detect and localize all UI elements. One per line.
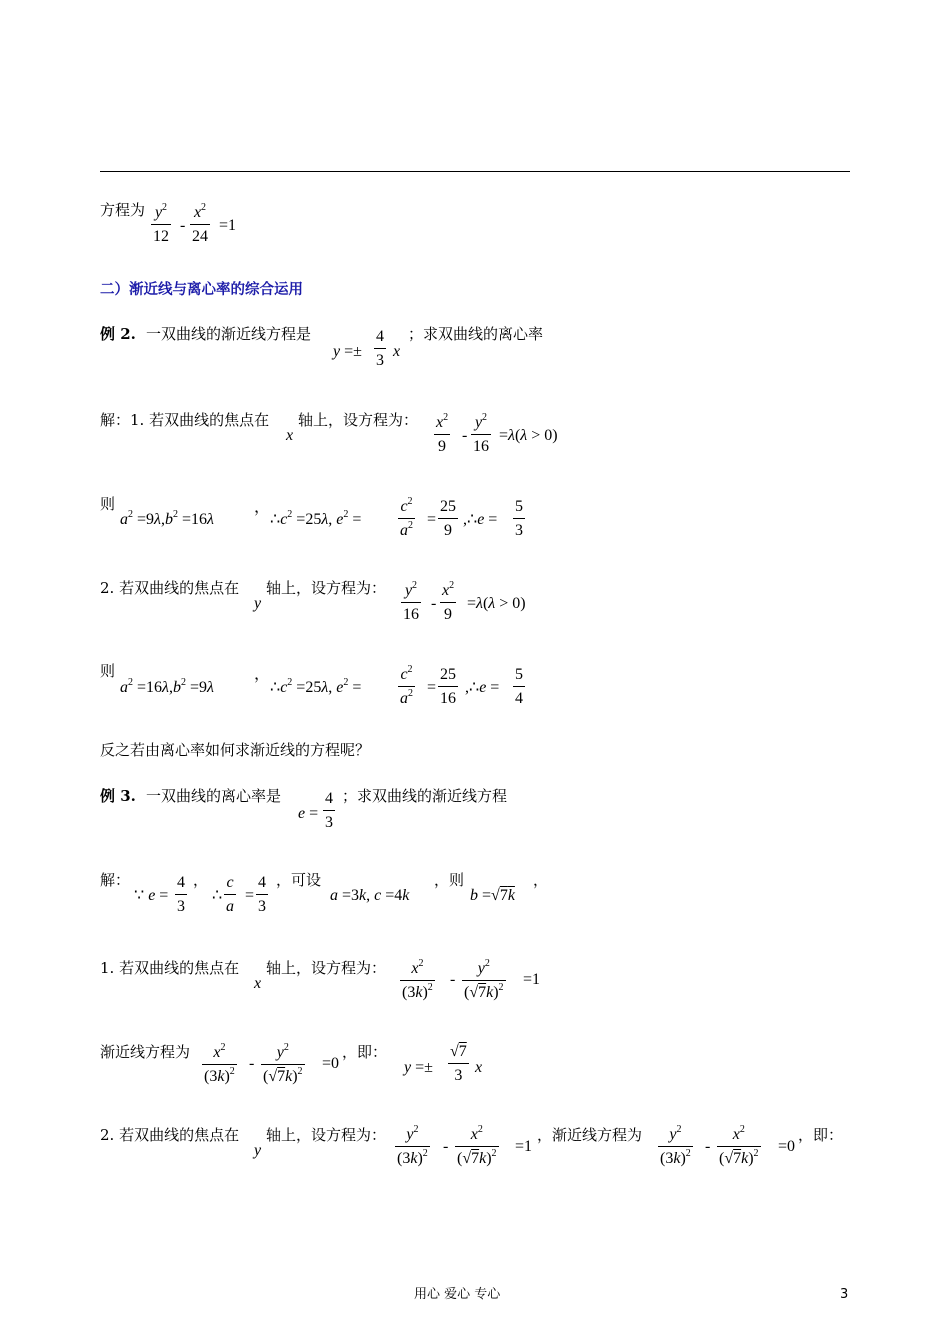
- formula-frac: $\frac{x^2}{(3k)^2}$: [204, 1042, 235, 1085]
- formula-frac: $\frac{x^2}{(√7k)^2}$: [457, 1124, 497, 1167]
- example3-axis1: 轴上，设方程为：: [266, 959, 387, 977]
- example2-then2: 则: [100, 662, 116, 680]
- formula-frac: $\frac{25}{16}$: [440, 666, 456, 707]
- formula-text: ∴: [212, 887, 223, 904]
- example3-sol-prefix: 解：: [100, 871, 131, 889]
- formula-frac: $\frac{y^2}{16}$: [403, 580, 419, 623]
- formula-text: $\therefore c^2 =25\lambda$, $e^2$ =: [270, 677, 362, 696]
- example2-text: 一双曲线的渐近线方程是: [146, 325, 312, 343]
- example3-case2: 2. 若双曲线的焦点在: [100, 1126, 240, 1144]
- formula-eq: =1: [219, 217, 237, 234]
- formula-eq: =: [427, 511, 437, 528]
- formula-eq: =1: [515, 1138, 533, 1155]
- formula-var: x: [475, 1059, 483, 1076]
- formula-frac: $\frac{y^2}{12}$: [153, 202, 169, 245]
- example3-label: 例 3.: [100, 787, 136, 805]
- example3-axis2: 轴上，设方程为：: [266, 1126, 387, 1144]
- formula-op: -: [180, 217, 186, 234]
- formula-op: -: [705, 1138, 711, 1155]
- formula-op: -: [443, 1138, 449, 1155]
- formula-frac: $\frac{5}{4}$: [515, 666, 523, 707]
- example2-label: 例 2.: [100, 325, 136, 343]
- formula-eq: =λ(λ > 0): [467, 595, 526, 612]
- example3-then: ，则: [434, 871, 465, 889]
- formula-var: x: [286, 427, 294, 444]
- formula-text: $\therefore c^2 =25\lambda$, $e^2$ =: [270, 509, 362, 528]
- example2-then1: 则: [100, 495, 116, 513]
- example3-comma: ，: [533, 871, 549, 889]
- page-number: 3: [840, 1287, 849, 1302]
- formula-frac: $\frac{4}{3}$: [325, 790, 333, 831]
- formula-op: -: [431, 595, 437, 612]
- formula-eq: =0: [322, 1055, 340, 1072]
- formula-text: ,∴e =: [465, 679, 500, 696]
- example2-axis2: 轴上，设方程为：: [266, 579, 387, 597]
- formula-text: a =3k, c =4k: [330, 887, 410, 904]
- example3-case1: 1. 若双曲线的焦点在: [100, 959, 240, 977]
- formula-var: x: [393, 343, 401, 360]
- formula-comma: ，: [254, 666, 271, 683]
- example3-text: 一双曲线的离心率是: [146, 787, 282, 805]
- example2-axis1: 轴上，设方程为：: [298, 411, 419, 429]
- formula-frac: $\frac{5}{3}$: [515, 498, 523, 539]
- formula-frac: $\frac{4}{3}$: [177, 874, 185, 915]
- example3-tail: ；求双曲线的渐近线方程: [342, 787, 508, 805]
- transition-text: 反之若由离心率如何求渐近线的方程呢？: [100, 741, 371, 759]
- formula-frac: $\frac{c^2}{a^2}$: [400, 664, 413, 707]
- formula-frac: $\frac{x^2}{24}$: [192, 202, 208, 245]
- formula-frac: $\frac{c^2}{a^2}$: [400, 496, 413, 539]
- formula-eq: =0: [778, 1138, 796, 1155]
- formula-var: y: [254, 1142, 262, 1159]
- formula-frac: $\frac{y^2}{(3k)^2}$: [660, 1124, 691, 1167]
- formula-text: $a^2 =16\lambda,b^2 =9\lambda$: [120, 677, 214, 696]
- formula-eq: =: [245, 887, 255, 904]
- header-rule: [100, 171, 850, 172]
- formula-frac: $\frac{25}{9}$: [440, 498, 456, 539]
- formula-eq: =λ(λ > 0): [499, 427, 558, 444]
- formula-frac: $\frac{x^2}{(√7k)^2}$: [719, 1124, 759, 1167]
- intro-prefix: 方程为: [100, 201, 146, 219]
- example3-asym-mid: ，渐近线方程为: [537, 1126, 643, 1144]
- formula-var: y: [254, 595, 262, 612]
- formula-frac: $\frac{c}{a}$: [226, 874, 234, 915]
- formula-text: $a^2 =9\lambda,b^2 =16\lambda$: [120, 509, 214, 528]
- example2-case2: 2. 若双曲线的焦点在: [100, 579, 240, 597]
- section-heading: 二）渐近线与离心率的综合运用: [100, 282, 303, 298]
- formula-frac: $\frac{x^2}{(3k)^2}$: [402, 958, 433, 1001]
- example3-ie: ，即：: [342, 1043, 388, 1061]
- formula-frac: $\frac{y^2}{(3k)^2}$: [397, 1124, 428, 1167]
- formula-text: ,∴e =: [463, 511, 498, 528]
- example2-case1: 解：1. 若双曲线的焦点在: [100, 411, 270, 429]
- formula-frac: $\frac{y^2}{(√7k)^2}$: [464, 958, 504, 1001]
- formula-op: -: [249, 1055, 255, 1072]
- formula-eq: =1: [523, 971, 541, 988]
- formula-frac: $\frac{y^2}{(√7k)^2}$: [263, 1042, 303, 1085]
- example3-ie-end: ，即：: [798, 1126, 844, 1144]
- formula-lhs: y =±: [333, 343, 362, 360]
- formula-frac: $\frac{x^2}{9}$: [442, 580, 455, 623]
- formula-frac: $\frac{√7}{3}$: [450, 1043, 467, 1084]
- formula-eq: =: [427, 679, 437, 696]
- formula-lhs: y =±: [404, 1059, 433, 1076]
- formula-text: ∵ e =: [134, 887, 169, 904]
- example3-asym-prefix: 渐近线方程为: [100, 1043, 191, 1061]
- formula-comma: ，: [254, 499, 271, 516]
- footer-slogan: 用心 爱心 专心: [414, 1287, 501, 1302]
- formula-op: -: [462, 427, 468, 444]
- example2-tail: ；求双曲线的离心率: [408, 325, 544, 343]
- formula-op: -: [450, 971, 456, 988]
- formula-var: x: [254, 975, 262, 992]
- formula-frac: $\frac{4}{3}$: [258, 874, 266, 915]
- formula-frac: $\frac{x^2}{9}$: [436, 412, 449, 455]
- formula-text: b =√7k: [470, 887, 515, 904]
- example3-comma: ，: [193, 871, 209, 889]
- formula-frac: $\frac{y^2}{16}$: [473, 412, 489, 455]
- formula-lhs: e =: [298, 805, 319, 822]
- example3-may-set: ，可设: [276, 871, 322, 889]
- formula-frac: $\frac{4}{3}$: [376, 328, 384, 369]
